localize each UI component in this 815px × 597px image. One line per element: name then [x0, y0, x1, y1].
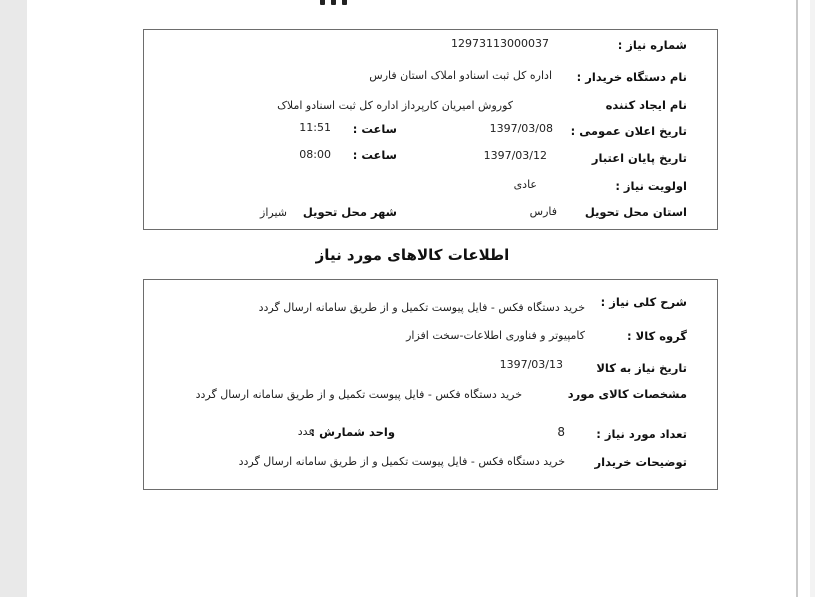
left-margin-gap	[27, 0, 41, 597]
validity-time-value: 08:00	[299, 148, 331, 161]
delivery-province-label: استان محل تحویل	[584, 205, 687, 219]
buyer-org-value: اداره کل ثبت اسنادو املاک استان فارس	[369, 69, 552, 82]
left-margin-bar	[0, 0, 27, 597]
general-desc-value: خرید دستگاه فکس - فایل پیوست تکمیل و از طریق سامانه ارسال گردد	[258, 301, 585, 314]
unit-value: عدد	[297, 425, 315, 438]
announce-time-label: ساعت :	[352, 122, 397, 136]
general-desc-label: شرح کلی نیاز :	[600, 295, 687, 309]
specs-label: مشخصات کالای مورد	[567, 387, 687, 401]
group-label: گروه کالا :	[627, 329, 687, 343]
buyer-notes-label: توضیحات خریدار	[594, 455, 687, 469]
specs-value: خرید دستگاه فکس - فایل پیوست تکمیل و از طریق سامانه ارسال گردد	[195, 388, 522, 401]
need-number-value: 12973113000037	[451, 37, 549, 50]
buyer-org-label: نام دستگاه خریدار :	[576, 70, 687, 84]
quantity-label: تعداد مورد نیاز :	[596, 427, 687, 441]
announce-time-value: 11:51	[299, 121, 331, 134]
buyer-notes-value: خرید دستگاه فکس - فایل پیوست تکمیل و از طریق سامانه ارسال گردد	[238, 455, 565, 468]
announce-date-label: تاریخ اعلان عمومی :	[570, 124, 687, 138]
cut-heading-fragment	[320, 0, 360, 4]
quantity-value: 8	[557, 425, 565, 439]
section-title: اطلاعات کالاهای مورد نیاز	[315, 246, 510, 264]
validity-date-value: 1397/03/12	[483, 149, 547, 162]
delivery-city-label: شهر محل تحویل	[302, 205, 397, 219]
delivery-province-value: فارس	[529, 205, 557, 218]
group-value: کامپیوتر و فناوری اطلاعات-سخت افزار	[406, 329, 585, 342]
need-date-value: 1397/03/13	[499, 358, 563, 371]
delivery-city-value: شیراز	[260, 206, 287, 219]
need-number-label: شماره نیاز :	[617, 38, 687, 52]
creator-label: نام ایجاد کننده	[605, 98, 687, 112]
right-scroll-edge	[796, 0, 798, 597]
priority-label: اولویت نیاز :	[615, 179, 687, 193]
need-date-label: تاریخ نیاز به کالا	[596, 361, 687, 375]
priority-value: عادی	[513, 178, 537, 191]
right-margin	[810, 0, 815, 597]
validity-time-label: ساعت :	[352, 148, 397, 162]
validity-date-label: تاریخ پایان اعتبار	[591, 151, 687, 165]
creator-value: کوروش امیریان کارپرداز اداره کل ثبت اسنادو املاک	[277, 99, 513, 112]
announce-date-value: 1397/03/08	[489, 122, 553, 135]
unit-label: واحد شمارش :	[310, 425, 395, 439]
